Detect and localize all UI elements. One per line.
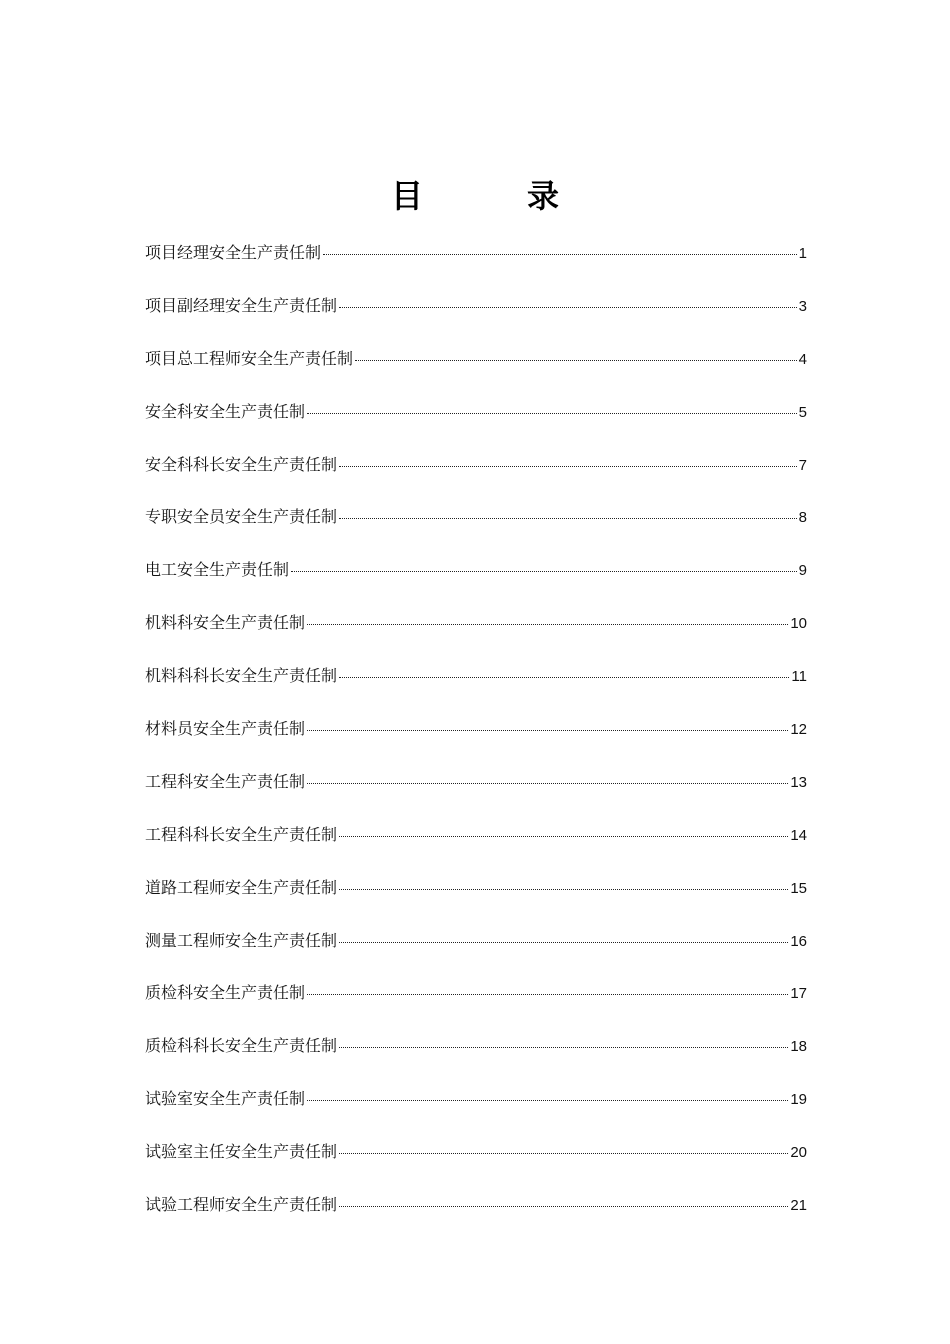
toc-entry[interactable] <box>145 1025 807 1078</box>
toc-page-number: 1 <box>798 245 807 262</box>
toc-page-number: 11 <box>791 668 807 686</box>
toc-entry[interactable] <box>145 814 807 867</box>
toc-entry[interactable] <box>145 1078 807 1131</box>
toc-entry[interactable] <box>145 338 807 391</box>
toc-page-number: 4 <box>798 350 807 368</box>
toc-entry-text: 测量工程师安全生产责任制 <box>145 930 338 950</box>
toc-dot-leader <box>307 783 788 784</box>
toc-entry[interactable] <box>145 602 807 655</box>
toc-page-number: 21 <box>790 1197 807 1215</box>
toc-page-number: 19 <box>790 1091 807 1109</box>
toc-entry[interactable] <box>145 867 807 920</box>
toc-dot-leader <box>307 1100 788 1101</box>
toc-entry-text: 专职安全员安全生产责任制 <box>145 507 338 527</box>
toc-title: 目 录 <box>390 177 595 215</box>
toc-entry-text: 质检科科长安全生产责任制 <box>145 1036 338 1056</box>
toc-entry-text: 安全科安全生产责任制 <box>145 401 306 421</box>
toc-dot-leader <box>307 730 788 731</box>
toc-entry[interactable] <box>145 972 807 1025</box>
toc-entry[interactable] <box>145 655 807 708</box>
toc-entry-text: 项目经理安全生产责任制 <box>145 243 322 262</box>
toc-dot-leader <box>339 1206 788 1207</box>
toc-entry[interactable] <box>145 232 807 285</box>
toc-dot-leader <box>339 1153 788 1154</box>
toc-dot-leader <box>291 571 797 572</box>
toc-entry[interactable] <box>145 1131 807 1184</box>
toc-entry-text: 材料员安全生产责任制 <box>145 719 306 739</box>
toc-page-number: 12 <box>790 721 807 739</box>
toc-page-number: 13 <box>790 773 807 791</box>
toc-dot-leader <box>339 518 797 519</box>
toc-page-number: 8 <box>798 509 807 527</box>
toc-dot-leader <box>307 624 788 625</box>
toc-entry-text: 项目总工程师安全生产责任制 <box>145 348 354 368</box>
toc-dot-leader <box>323 254 797 255</box>
toc-dot-leader <box>339 942 788 943</box>
toc-page-number: 7 <box>798 456 807 474</box>
toc-dot-leader <box>307 413 797 414</box>
toc-dot-leader <box>339 677 789 678</box>
toc-page-number: 9 <box>798 562 807 580</box>
toc-page-number: 15 <box>790 879 807 897</box>
toc-dot-leader <box>339 1047 788 1048</box>
toc-entry[interactable] <box>145 708 807 761</box>
toc-dot-leader <box>339 307 797 308</box>
toc-page-number: 18 <box>790 1038 807 1056</box>
toc-dot-leader <box>355 360 797 361</box>
toc-entry[interactable] <box>145 761 807 814</box>
toc-entry-text: 机料科安全生产责任制 <box>145 613 306 633</box>
toc-entry-text: 安全科科长安全生产责任制 <box>145 454 338 474</box>
toc-page-number: 10 <box>790 615 807 633</box>
toc-entry-text: 试验室主任安全生产责任制 <box>145 1142 338 1162</box>
toc-page-number: 16 <box>790 932 807 950</box>
toc-list <box>145 232 807 1237</box>
toc-entry-text: 质检科安全生产责任制 <box>145 983 306 1003</box>
toc-page-number: 20 <box>790 1144 807 1162</box>
toc-entry[interactable] <box>145 391 807 444</box>
toc-entry-text: 工程科科长安全生产责任制 <box>145 824 338 844</box>
toc-dot-leader <box>339 836 788 837</box>
toc-entry-text: 道路工程师安全生产责任制 <box>145 877 338 897</box>
toc-dot-leader <box>307 994 788 995</box>
toc-entry[interactable] <box>145 549 807 602</box>
toc-entry[interactable] <box>145 1184 807 1237</box>
toc-entry-text: 项目副经理安全生产责任制 <box>145 295 338 315</box>
toc-page-number: 17 <box>790 985 807 1003</box>
toc-dot-leader <box>339 466 797 467</box>
toc-entry-text: 电工安全生产责任制 <box>145 560 290 580</box>
toc-entry[interactable] <box>145 285 807 338</box>
toc-entry-text: 试验工程师安全生产责任制 <box>145 1195 338 1215</box>
toc-entry[interactable] <box>145 444 807 497</box>
toc-entry[interactable] <box>145 920 807 973</box>
toc-page-number: 14 <box>790 826 807 844</box>
toc-entry-text: 机料科科长安全生产责任制 <box>145 666 338 686</box>
toc-page-number: 5 <box>798 403 807 421</box>
toc-dot-leader <box>339 889 788 890</box>
toc-entry[interactable] <box>145 496 807 549</box>
toc-entry-text: 工程科安全生产责任制 <box>145 771 306 791</box>
toc-entry-text: 试验室安全生产责任制 <box>145 1089 306 1109</box>
toc-page-number: 3 <box>798 297 807 315</box>
